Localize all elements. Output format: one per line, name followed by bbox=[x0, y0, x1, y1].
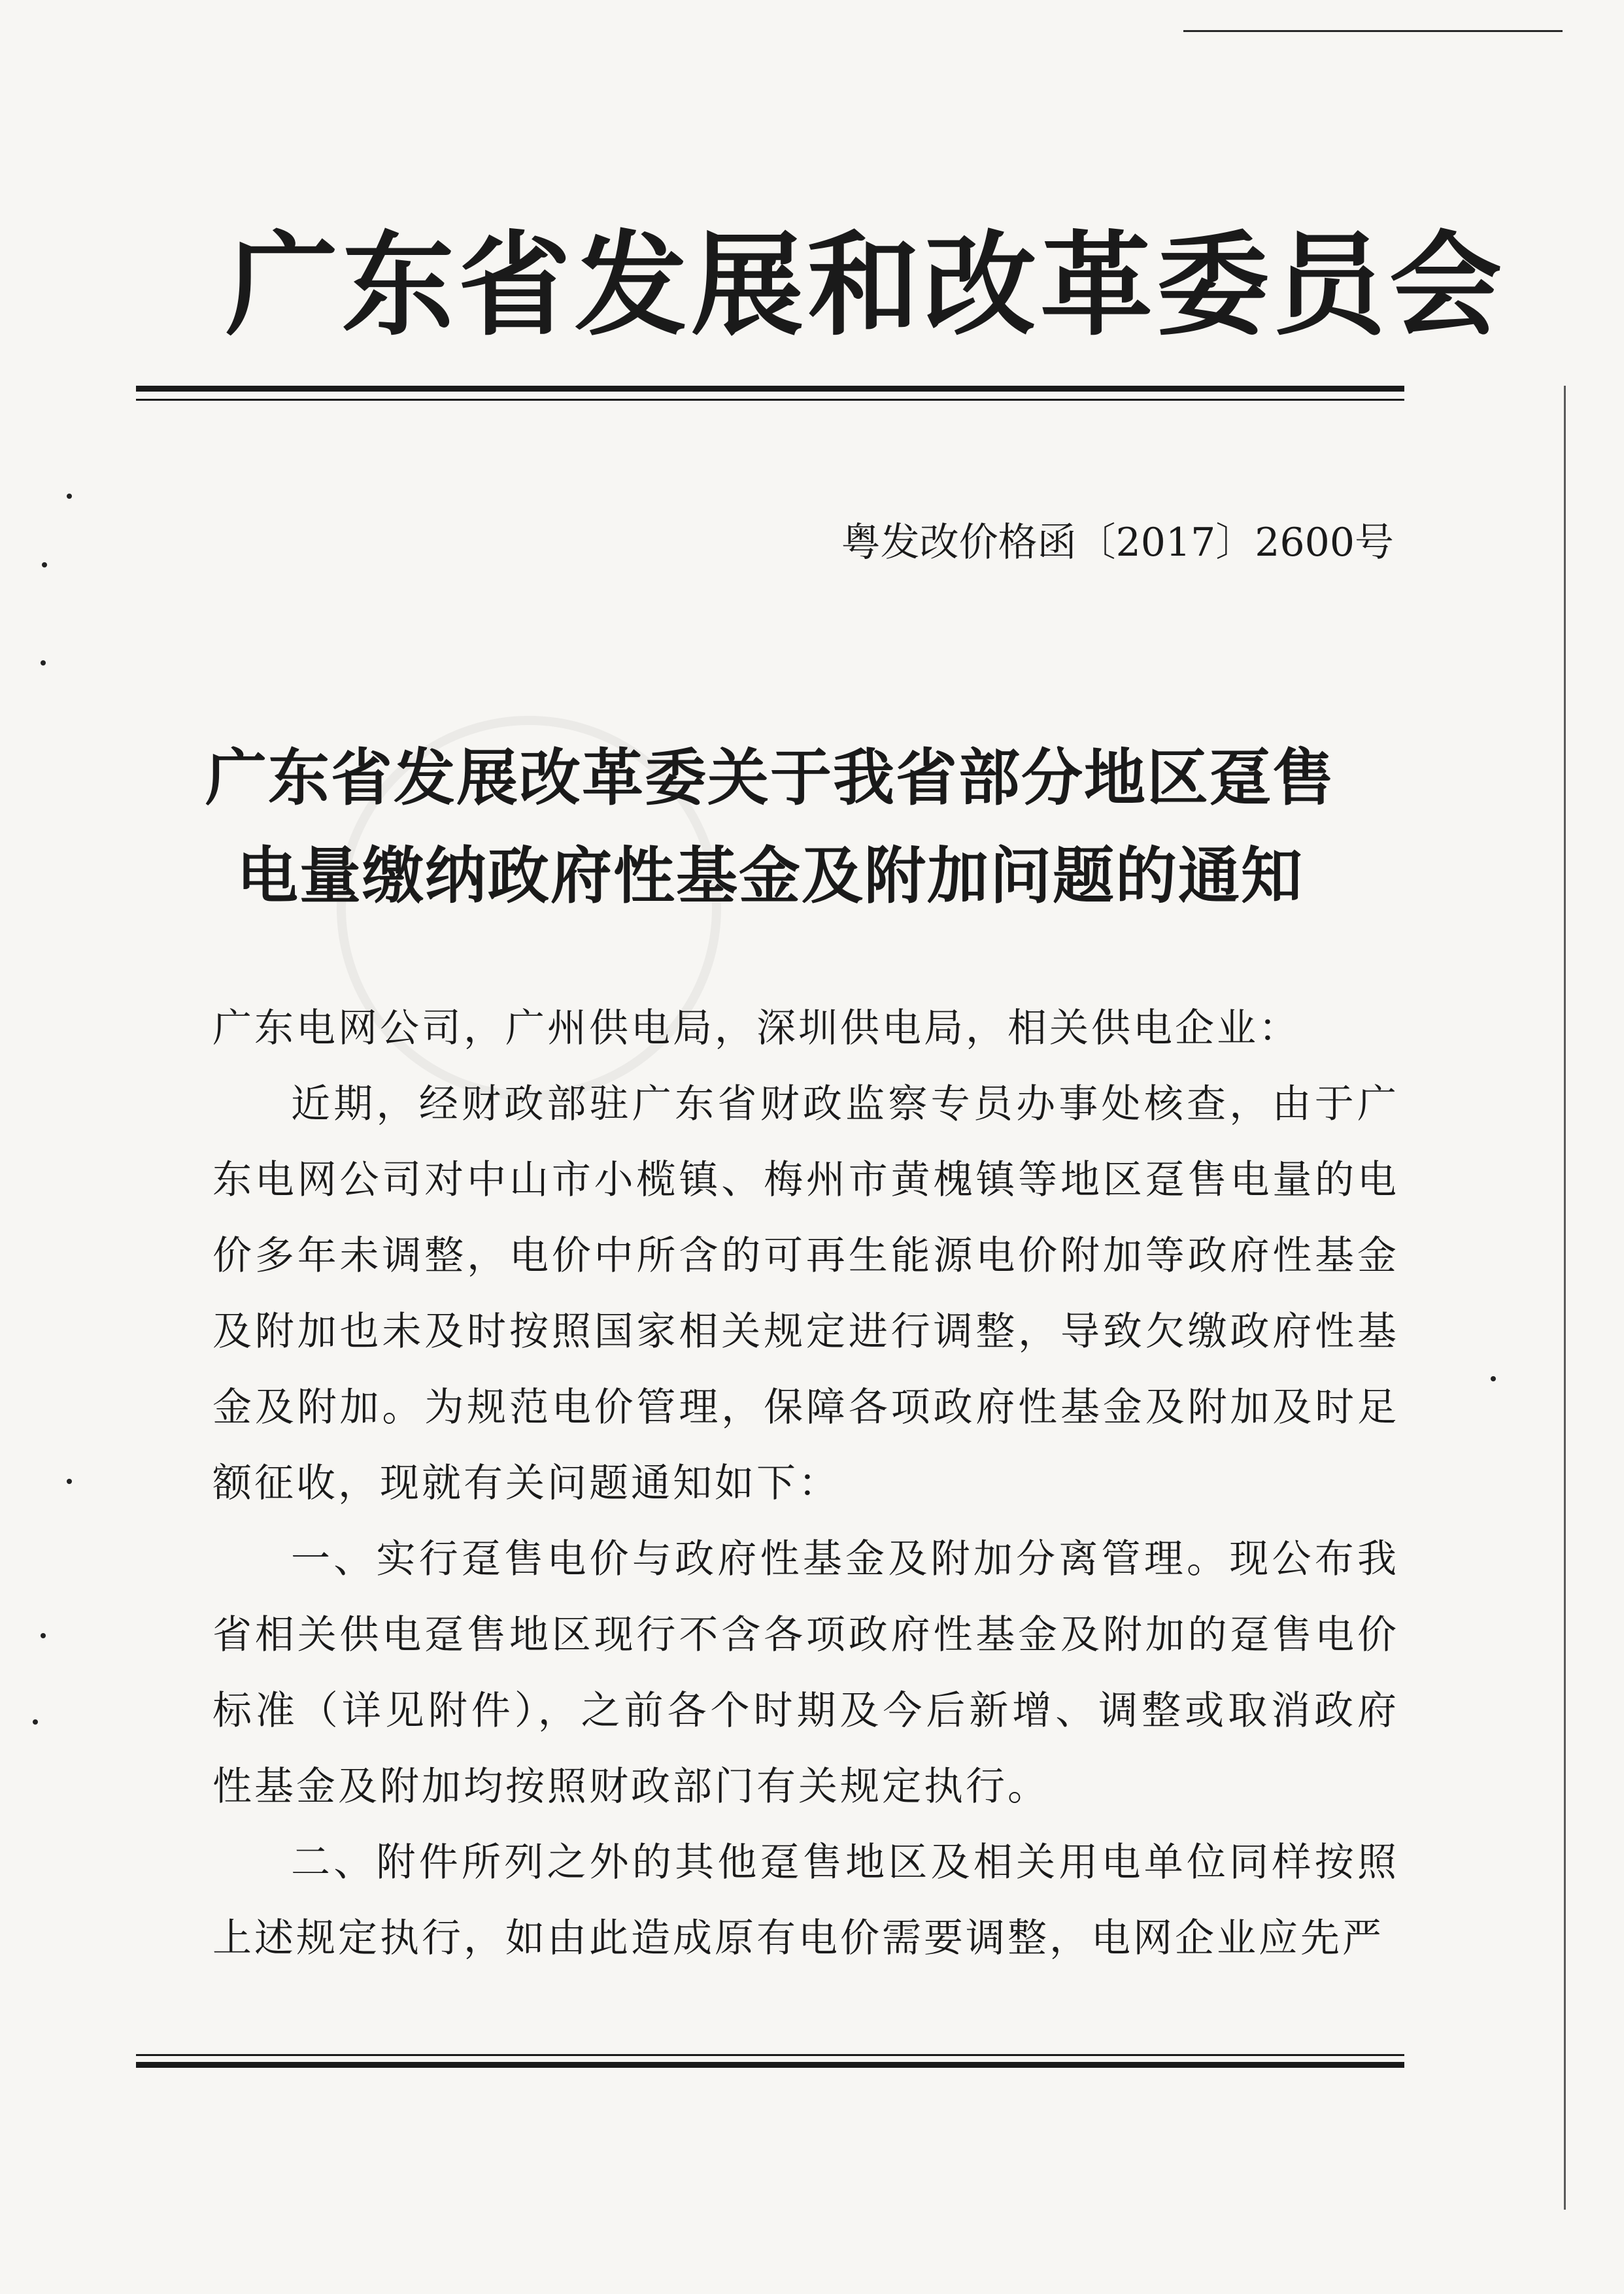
document-number: 粤发改价格函〔2017〕2600号 bbox=[841, 520, 1394, 565]
letterhead-rule-thick bbox=[136, 386, 1404, 392]
letterhead-rule-thin bbox=[136, 399, 1404, 401]
scan-edge-line bbox=[1183, 30, 1563, 32]
paragraph: 二、附件所列之外的其他趸售地区及相关用电单位同样按照上述规定执行，如由此造成原有电价需要调整，电网企业应先严 bbox=[212, 1840, 1399, 1961]
document-title bbox=[136, 729, 1404, 925]
scan-speck bbox=[42, 562, 47, 567]
scan-speck bbox=[41, 660, 46, 666]
scan-speck bbox=[67, 1479, 72, 1484]
scan-speck bbox=[67, 494, 72, 499]
footer-rule-thin bbox=[136, 2054, 1404, 2056]
title-line-1: 广东省发展改革委关于我省部分地区趸售 bbox=[205, 742, 1335, 814]
title-line-2: 电量缴纳政府性基金及附加问题的通知 bbox=[236, 840, 1304, 912]
paragraph: 一、实行趸售电价与政府性基金及附加分离管理。现公布我省相关供电趸售地区现行不含各项政府性基金及附加的趸售电价标准（详见附件），之前各个时期及今后新增、调整或取消政府性基金及附加均按照财政部门有关规定执行。 bbox=[212, 1536, 1399, 1810]
scan-speck bbox=[1491, 1376, 1496, 1381]
document-body bbox=[212, 990, 1399, 1976]
scan-edge-line bbox=[1564, 386, 1566, 2210]
letterhead-issuer: 广东省发展和改革委员会 bbox=[226, 218, 1506, 351]
scan-speck bbox=[33, 1719, 38, 1725]
paragraph: 近期，经财政部驻广东省财政监察专员办事处核查，由于广东电网公司对中山市小榄镇、梅州市黄槐镇等地区趸售电量的电价多年未调整，电价中所含的可再生能源电价附加等政府性基金及附加也未及时按照国家相关规定进行调整，导致欠缴政府性基金及附加。为规范电价管理，保障各项政府性基金及附加及时足额征收，现就有关问题通知如下： bbox=[212, 1081, 1399, 1506]
footer-rule-thick bbox=[136, 2062, 1404, 2068]
salutation: 广东电网公司，广州供电局，深圳供电局，相关供电企业： bbox=[212, 1005, 1300, 1051]
scan-speck bbox=[41, 1633, 46, 1638]
